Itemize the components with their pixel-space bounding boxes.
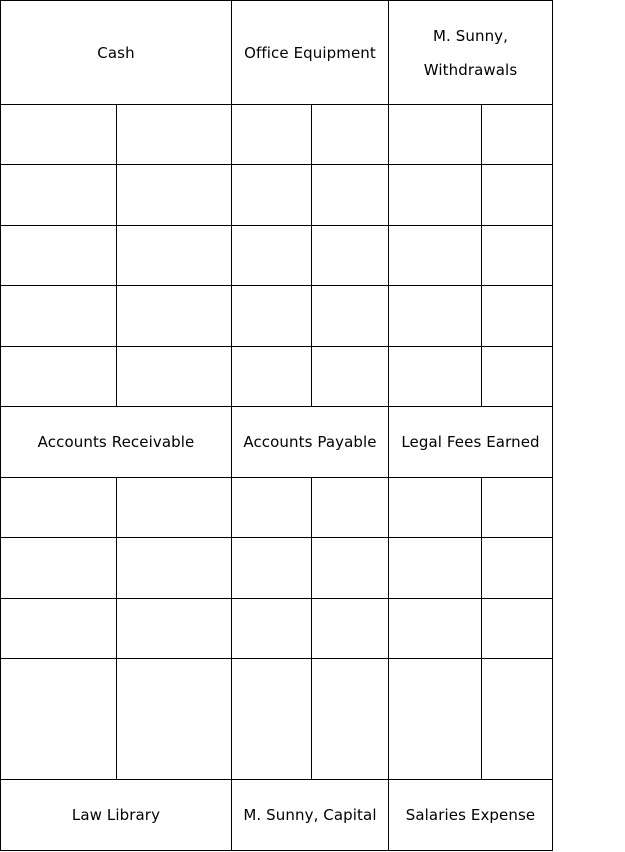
account-header-accounts-payable: Accounts Payable xyxy=(232,407,389,478)
entry-row xyxy=(1,478,553,538)
entry-row xyxy=(1,226,553,286)
debit-cell[interactable] xyxy=(232,286,312,347)
credit-cell[interactable] xyxy=(312,478,389,538)
credit-cell[interactable] xyxy=(117,659,232,780)
account-header-legal-fees-earned: Legal Fees Earned xyxy=(389,407,553,478)
debit-cell[interactable] xyxy=(389,599,482,659)
debit-cell[interactable] xyxy=(232,165,312,226)
debit-cell[interactable] xyxy=(1,599,117,659)
debit-cell[interactable] xyxy=(232,659,312,780)
account-header-capital: M. Sunny, Capital xyxy=(232,780,389,851)
credit-cell[interactable] xyxy=(482,659,553,780)
account-header-office-equipment: Office Equipment xyxy=(232,1,389,105)
entry-row xyxy=(1,165,553,226)
debit-cell[interactable] xyxy=(389,286,482,347)
debit-cell[interactable] xyxy=(389,538,482,599)
credit-cell[interactable] xyxy=(312,599,389,659)
credit-cell[interactable] xyxy=(312,226,389,286)
debit-cell[interactable] xyxy=(389,659,482,780)
credit-cell[interactable] xyxy=(482,286,553,347)
debit-cell[interactable] xyxy=(232,105,312,165)
entry-row xyxy=(1,105,553,165)
credit-cell[interactable] xyxy=(482,538,553,599)
account-header-withdrawals xyxy=(389,1,553,105)
withdrawals-line-2: Withdrawals xyxy=(423,60,518,79)
credit-cell[interactable] xyxy=(312,286,389,347)
debit-cell[interactable] xyxy=(1,659,117,780)
debit-cell[interactable] xyxy=(389,165,482,226)
entry-row xyxy=(1,538,553,599)
debit-cell[interactable] xyxy=(1,478,117,538)
debit-cell[interactable] xyxy=(389,478,482,538)
credit-cell[interactable] xyxy=(482,105,553,165)
debit-cell[interactable] xyxy=(232,599,312,659)
entry-row xyxy=(1,659,553,780)
credit-cell[interactable] xyxy=(117,286,232,347)
credit-cell[interactable] xyxy=(117,165,232,226)
account-header-cash: Cash xyxy=(1,1,232,105)
credit-cell[interactable] xyxy=(482,599,553,659)
debit-cell[interactable] xyxy=(232,478,312,538)
credit-cell[interactable] xyxy=(482,478,553,538)
credit-cell[interactable] xyxy=(117,226,232,286)
account-header-salaries-expense: Salaries Expense xyxy=(389,780,553,851)
debit-cell[interactable] xyxy=(1,286,117,347)
account-header-law-library: Law Library xyxy=(1,780,232,851)
debit-cell[interactable] xyxy=(389,347,482,407)
credit-cell[interactable] xyxy=(117,599,232,659)
header-row xyxy=(1,407,553,478)
entry-row xyxy=(1,599,553,659)
header-row xyxy=(1,1,553,105)
debit-cell[interactable] xyxy=(232,226,312,286)
credit-cell[interactable] xyxy=(482,226,553,286)
debit-cell[interactable] xyxy=(232,538,312,599)
account-header-accounts-receivable: Accounts Receivable xyxy=(1,407,232,478)
debit-cell[interactable] xyxy=(1,538,117,599)
credit-cell[interactable] xyxy=(117,538,232,599)
credit-cell[interactable] xyxy=(312,659,389,780)
credit-cell[interactable] xyxy=(312,347,389,407)
credit-cell[interactable] xyxy=(117,347,232,407)
withdrawals-line-1: M. Sunny, xyxy=(432,26,509,45)
credit-cell[interactable] xyxy=(117,478,232,538)
header-row xyxy=(1,780,553,851)
credit-cell[interactable] xyxy=(482,347,553,407)
credit-cell[interactable] xyxy=(312,538,389,599)
debit-cell[interactable] xyxy=(1,226,117,286)
debit-cell[interactable] xyxy=(1,165,117,226)
credit-cell[interactable] xyxy=(117,105,232,165)
debit-cell[interactable] xyxy=(1,347,117,407)
debit-cell[interactable] xyxy=(232,347,312,407)
entry-row xyxy=(1,347,553,407)
entry-row xyxy=(1,286,553,347)
credit-cell[interactable] xyxy=(312,105,389,165)
credit-cell[interactable] xyxy=(312,165,389,226)
debit-cell[interactable] xyxy=(389,105,482,165)
debit-cell[interactable] xyxy=(389,226,482,286)
credit-cell[interactable] xyxy=(482,165,553,226)
debit-cell[interactable] xyxy=(1,105,117,165)
